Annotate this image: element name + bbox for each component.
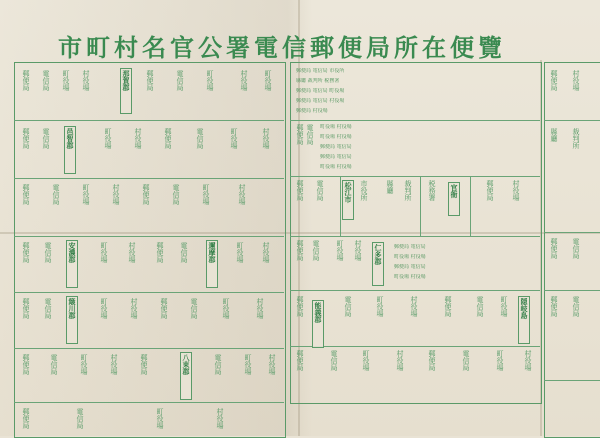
section-label-nogi: 能義郡 <box>312 300 324 348</box>
entry-column: 町役場 <box>244 354 252 375</box>
entry-column: 村役場 <box>256 298 264 319</box>
entry-column: 電信局 <box>214 354 222 375</box>
section-label-oki: 隠岐島 <box>518 296 530 344</box>
entry-row: 郵便局 電信局 <box>320 154 352 160</box>
entry-column: 村役場 <box>128 242 136 263</box>
entry-column: 縣廳 <box>386 180 394 194</box>
entry-column: 村役場 <box>130 298 138 319</box>
rule-left-2 <box>14 178 284 179</box>
entry-row: 郵便局 電信局 <box>394 244 426 250</box>
entry-column: 郵便局 <box>296 180 304 201</box>
divider-center-3 <box>470 176 471 236</box>
rule-center-3 <box>290 236 540 237</box>
entry-column: 町役場 <box>202 184 210 205</box>
entry-row: 町役場 村役場 <box>394 274 426 280</box>
entry-column: 郵便局 <box>22 70 30 91</box>
entry-column: 町役場 <box>206 70 214 91</box>
entry-column: 郵便局 <box>296 296 304 317</box>
rule-right-1 <box>544 120 600 121</box>
entry-column: 郵便局 <box>550 296 558 317</box>
entry-column: 村役場 <box>112 184 120 205</box>
entry-row: 郵便局 電信局 町役場 <box>296 88 345 94</box>
entry-column: 電信局 <box>44 242 52 263</box>
entry-row: 町役場 村役場 <box>320 124 352 130</box>
entry-column: 郵便局 <box>164 128 172 149</box>
rule-right-2 <box>544 232 600 233</box>
entry-column: 電信局 <box>180 242 188 263</box>
entry-column: 郵便局 <box>428 350 436 371</box>
rule-left-5 <box>14 348 284 349</box>
section-label-ano: 安濃郡 <box>66 240 78 288</box>
entry-column: 村役場 <box>262 128 270 149</box>
entry-column: 郵便局 <box>486 180 494 201</box>
entry-column: 村役場 <box>268 354 276 375</box>
entry-column: 町役場 <box>82 184 90 205</box>
entry-column: 町役場 <box>362 350 370 371</box>
entry-column: 町役場 <box>100 298 108 319</box>
entry-column: 電信局 <box>316 180 324 201</box>
entry-column: 村役場 <box>354 240 362 261</box>
entry-column: 村役場 <box>262 242 270 263</box>
entry-column: 村役場 <box>512 180 520 201</box>
entry-column: 村役場 <box>110 354 118 375</box>
rule-left-6 <box>14 402 284 403</box>
entry-row: 町役場 村役場 <box>320 134 352 140</box>
entry-column: 電信局 <box>196 128 204 149</box>
rule-left-1 <box>14 120 284 121</box>
entry-row: 郵便局 電信局 市役所 <box>296 68 345 74</box>
entry-column: 町役場 <box>222 298 230 319</box>
entry-column: 町役場 <box>496 350 504 371</box>
section-label-nima: 邇摩郡 <box>206 240 218 288</box>
rule-center-1 <box>290 120 540 121</box>
entry-column: 電信局 <box>462 350 470 371</box>
rule-center-4 <box>290 290 540 291</box>
entry-column: 町役場 <box>100 242 108 263</box>
entry-column: 郵便局 <box>550 70 558 91</box>
section-label-yatsuka: 八束郡 <box>180 352 192 400</box>
divider-center-2 <box>420 176 421 236</box>
entry-column: 市役所 <box>360 180 368 201</box>
entry-column: 電信局 <box>572 296 580 317</box>
entry-column: 電信局 <box>312 240 320 261</box>
entry-column: 村役場 <box>134 128 142 149</box>
rule-right-4 <box>544 380 600 381</box>
entry-column: 縣廳 <box>550 128 558 142</box>
entry-column: 裁判所 <box>404 180 412 201</box>
entry-column: 町役場 <box>62 70 70 91</box>
entry-column: 町役場 <box>80 354 88 375</box>
entry-column: 村役場 <box>82 70 90 91</box>
entry-column: 電信局 <box>344 296 352 317</box>
entry-column: 郵便局 <box>22 242 30 263</box>
entry-column: 郵便局 <box>296 350 304 371</box>
entry-column: 町役場 <box>336 240 344 261</box>
entry-column: 郵便局 <box>22 408 30 429</box>
entry-row: 郵便局 村役場 <box>296 108 328 114</box>
rule-center-5 <box>290 346 540 347</box>
entry-column: 町役場 <box>236 242 244 263</box>
entry-column: 郵便局 <box>140 354 148 375</box>
entry-column: 電信局 <box>50 354 58 375</box>
entry-column: 電信局 <box>306 124 314 145</box>
entry-column: 電信局 <box>76 408 84 429</box>
entry-column: 電信局 <box>176 70 184 91</box>
entry-column: 町役場 <box>264 70 272 91</box>
entry-column: 電信局 <box>330 350 338 371</box>
entry-column: 町役場 <box>500 296 508 317</box>
entry-row: 町役場 村役場 <box>320 164 352 170</box>
section-label-ochi: 邑智郡 <box>64 126 76 174</box>
entry-column: 町役場 <box>104 128 112 149</box>
section-label-kanga: 官衙 <box>448 182 460 216</box>
entry-row: 郵便局 電信局 <box>394 264 426 270</box>
entry-row: 町役場 村役場 <box>394 254 426 260</box>
entry-column: 電信局 <box>190 298 198 319</box>
entry-column: 郵便局 <box>550 238 558 259</box>
entry-column: 郵便局 <box>22 298 30 319</box>
entry-column: 郵便局 <box>160 298 168 319</box>
entry-column: 裁判所 <box>572 128 580 149</box>
entry-column: 電信局 <box>44 298 52 319</box>
entry-column: 町役場 <box>230 128 238 149</box>
entry-column: 電信局 <box>42 128 50 149</box>
section-label-naka: 那賀郡 <box>120 68 132 114</box>
entry-column: 税務署 <box>428 180 436 201</box>
entry-column: 村役場 <box>524 350 532 371</box>
rule-center-2 <box>290 176 540 177</box>
entry-column: 村役場 <box>410 296 418 317</box>
entry-column: 郵便局 <box>142 184 150 205</box>
entry-column: 村役場 <box>216 408 224 429</box>
rule-left-3 <box>14 236 284 237</box>
entry-column: 村役場 <box>396 350 404 371</box>
divider-center-1 <box>340 176 341 236</box>
entry-column: 電信局 <box>172 184 180 205</box>
entry-column: 電信局 <box>42 70 50 91</box>
entry-row: 郵便局 電信局 村役場 <box>296 98 345 104</box>
section-label-hikawa: 簸川郡 <box>66 296 78 344</box>
entry-column: 電信局 <box>52 184 60 205</box>
rule-right-3 <box>544 290 600 291</box>
entry-column: 村役場 <box>240 70 248 91</box>
entry-row: 縣廳 裁判所 税務署 <box>296 78 340 84</box>
rule-left-4 <box>14 292 284 293</box>
document-title: 市町村名官公署電信郵便局所在便覽 <box>58 33 506 62</box>
section-label-nita: 仁多郡 <box>372 242 384 286</box>
entry-column: 郵便局 <box>296 240 304 261</box>
entry-column: 郵便局 <box>22 354 30 375</box>
entry-column: 村役場 <box>572 70 580 91</box>
entry-column: 郵便局 <box>296 124 304 145</box>
entry-column: 電信局 <box>476 296 484 317</box>
entry-column: 郵便局 <box>22 128 30 149</box>
entry-column: 町役場 <box>156 408 164 429</box>
entry-column: 町役場 <box>376 296 384 317</box>
entry-column: 電信局 <box>572 238 580 259</box>
entry-column: 郵便局 <box>146 70 154 91</box>
entry-column: 郵便局 <box>22 184 30 205</box>
entry-column: 郵便局 <box>444 296 452 317</box>
entry-column: 郵便局 <box>156 242 164 263</box>
entry-row: 郵便局 電信局 <box>320 144 352 150</box>
entry-column: 村役場 <box>238 184 246 205</box>
section-label-matsue: 松江市 <box>342 180 354 220</box>
